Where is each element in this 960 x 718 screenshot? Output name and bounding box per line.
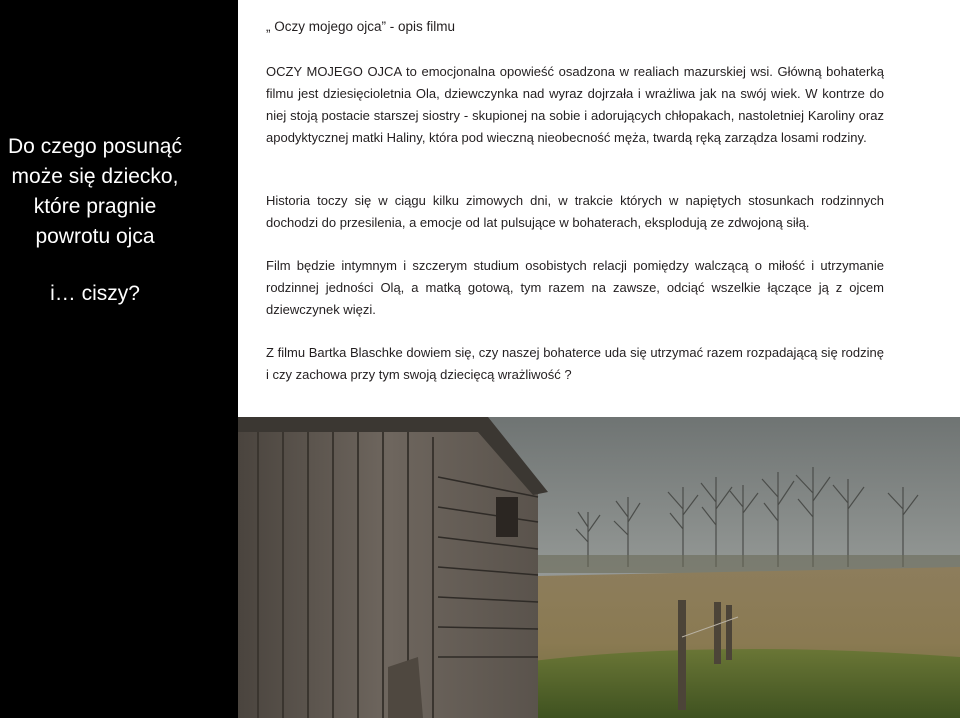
tagline-line: powrotu ojca <box>35 225 155 248</box>
sidebar-tagline <box>0 132 190 252</box>
document-title: „ Oczy mojego ojca” - opis filmu <box>266 19 456 34</box>
paragraph-study: Film będzie intymnym i szczerym studium osobistych relacji pomiędzy walczącą o miłość i utrzymanie rodzinnej jedności Olą, a matką gotową, tym razem na zawsze, odciąć wszelkie łączące ją z ojcem dziewczynek więzi. <box>266 258 884 317</box>
sidebar-tagline-end: i… ciszy? <box>50 282 140 305</box>
wooden-barn <box>238 417 548 718</box>
grass <box>488 649 960 718</box>
village-photo-illustration <box>238 417 960 718</box>
tagline-line: może się dziecko, <box>11 165 179 188</box>
sidebar-panel <box>0 0 238 718</box>
village-photo <box>238 417 960 718</box>
paragraph-story: Historia toczy się w ciągu kilku zimowych dni, w trakcie których w napiętych stosunkach rodzinnych dochodzi do przesilenia, a emocje od lat pulsujące w bohaterach, eksplodują ze zdwojoną siłą. <box>266 193 884 230</box>
barn-window <box>496 497 518 537</box>
tagline-line: Do czego posunąć <box>8 135 182 158</box>
paragraph-question: Z filmu Bartka Blaschke dowiem się, czy naszej bohaterce uda się utrzymać razem rozpadającą się rodzinę i czy zachowa przy tym swoją dziecięcą wrażliwość ? <box>266 345 884 382</box>
paragraph-synopsis: OCZY MOJEGO OJCA to emocjonalna opowieść osadzona w realiach mazurskiej wsi. Główną bohaterką filmu jest dziesięcioletnia Ola, dziewczynka nad wyraz dojrzała i wrażliwa jak na swój wiek. W kontrze do niej stoją postacie starszej siostry - skupionej na sobie i adorujących chłopakach, nastoletniej Karoliny oraz apodyktycznej matki Haliny, która pod wieczną nieobecność męża, twardą ręką zarządza losami rodziny. <box>266 64 884 145</box>
tagline-line: które pragnie <box>33 195 157 218</box>
